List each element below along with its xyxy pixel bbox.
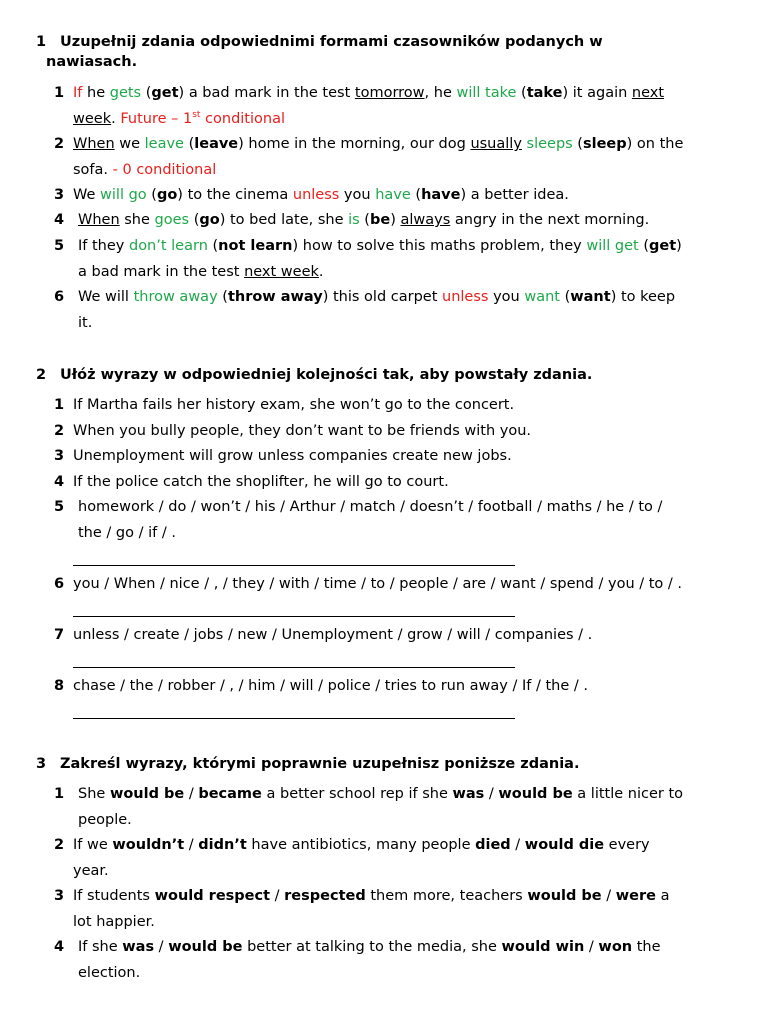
item-text xyxy=(54,208,744,234)
text-segment: respected xyxy=(284,888,366,904)
section-3-title xyxy=(36,754,736,774)
text-segment: election. xyxy=(78,964,141,981)
item-number: 7 xyxy=(54,627,65,643)
text-segment: will go xyxy=(100,187,147,203)
text-segment: leave xyxy=(144,136,184,152)
text-segment: We xyxy=(73,187,101,203)
text-segment: Future – 1 xyxy=(120,110,193,127)
text-segment: . xyxy=(318,263,324,280)
text-segment: angry in the next morning. xyxy=(450,212,650,228)
exercise-item xyxy=(54,444,744,470)
text-segment: usually xyxy=(470,136,522,152)
text-segment: better at talking to the media, she xyxy=(242,939,502,955)
text-segment: ) a bad mark in the test xyxy=(178,85,355,101)
answer-line[interactable] xyxy=(73,667,515,668)
text-segment: When xyxy=(78,212,120,228)
exercise-item xyxy=(54,623,744,649)
text-segment: throw away xyxy=(133,289,218,305)
text-segment: will take xyxy=(456,85,517,101)
item-number: 4 xyxy=(54,939,65,955)
text-segment: - 0 conditional xyxy=(112,161,217,178)
text-segment: lot happier. xyxy=(73,913,155,930)
item-text xyxy=(54,183,744,209)
exercise-item xyxy=(54,572,744,598)
item-number: 3 xyxy=(54,187,65,203)
text-segment: was xyxy=(122,939,155,955)
text-segment: want xyxy=(524,289,560,305)
item-number: 1 xyxy=(54,85,65,101)
text-segment: ) xyxy=(676,238,682,254)
text-segment: ) xyxy=(390,212,401,228)
text-segment: throw away xyxy=(227,289,323,305)
item-number: 2 xyxy=(54,423,65,439)
section-number: 1 xyxy=(36,34,47,50)
text-segment: When xyxy=(73,136,115,152)
text-segment: would be xyxy=(168,939,243,955)
text-segment: would be xyxy=(527,888,602,904)
text-segment: ) to bed late, she xyxy=(219,212,349,228)
text-segment: would win xyxy=(501,939,585,955)
text-segment: goes xyxy=(154,212,190,228)
text-segment: go xyxy=(199,212,220,228)
exercise-item xyxy=(54,419,744,445)
text-segment: want xyxy=(570,289,611,305)
text-segment: / xyxy=(510,837,525,853)
item-text xyxy=(54,884,744,935)
item-text xyxy=(54,393,744,419)
text-segment: next xyxy=(631,85,665,101)
item-text xyxy=(54,470,744,496)
item-text xyxy=(54,81,744,132)
section-title-line-1: Ułóż wyrazy w odpowiedniej kolejności tak, aby powstały zdania. xyxy=(60,367,593,383)
item-number: 1 xyxy=(54,397,65,413)
item-number: 4 xyxy=(54,474,65,490)
text-segment: week xyxy=(73,110,112,127)
text-segment: would be xyxy=(109,786,185,802)
text-segment: would be xyxy=(498,786,573,802)
text-segment: / xyxy=(270,888,285,904)
text-segment: have xyxy=(375,187,411,203)
item-text xyxy=(54,674,744,700)
text-segment: died xyxy=(475,837,511,853)
text-segment: we xyxy=(114,136,145,152)
exercise-item xyxy=(54,833,744,884)
text-segment: ( xyxy=(359,212,370,228)
text-segment: ) to keep xyxy=(610,289,676,305)
text-segment: If we xyxy=(73,837,113,853)
text-segment: go xyxy=(156,187,178,203)
text-segment: a better school rep if she xyxy=(261,786,453,802)
exercise-item xyxy=(54,132,744,183)
text-segment: year. xyxy=(73,862,109,879)
item-text xyxy=(54,623,744,649)
exercise-item xyxy=(54,81,744,132)
text-segment: conditional xyxy=(200,110,285,127)
exercise-item xyxy=(54,495,744,546)
text-segment: unless / create / jobs / new / Unemployment / grow / will / companies / . xyxy=(73,627,593,643)
text-segment: unless xyxy=(442,289,489,305)
text-segment: ( xyxy=(141,85,152,101)
text-segment: ( xyxy=(217,289,228,305)
text-segment: is xyxy=(348,212,360,228)
item-text xyxy=(54,234,744,285)
item-text xyxy=(54,495,744,546)
text-segment: a bad mark in the test xyxy=(78,263,245,280)
text-segment: wouldn’t xyxy=(112,837,185,853)
text-segment: ) this old carpet xyxy=(322,289,443,305)
text-segment: ) how to solve this maths problem, they xyxy=(292,238,587,254)
item-number: 3 xyxy=(54,448,65,464)
item-number: 4 xyxy=(54,212,65,228)
exercise-item xyxy=(54,183,744,209)
text-segment: would respect xyxy=(154,888,271,904)
text-segment: not learn xyxy=(218,238,293,254)
item-text xyxy=(54,782,744,833)
section-title-line-1: Zakreśl wyrazy, którymi poprawnie uzupełnisz poniższe zdania. xyxy=(60,756,580,772)
text-segment: didn’t xyxy=(198,837,247,853)
text-segment: / xyxy=(484,786,499,802)
text-segment: you xyxy=(488,289,525,305)
text-segment: a xyxy=(655,888,670,904)
text-segment: If Martha fails her history exam, she won’t go to the concert. xyxy=(73,397,515,413)
text-segment: ) to the cinema xyxy=(177,187,293,203)
exercise-item xyxy=(54,234,744,285)
answer-line[interactable] xyxy=(73,616,515,617)
item-number: 3 xyxy=(54,888,65,904)
text-segment: don’t learn xyxy=(128,238,208,254)
exercise-item xyxy=(54,782,744,833)
item-number: 5 xyxy=(54,238,65,254)
text-segment: tomorrow xyxy=(354,85,425,101)
text-segment: Unemployment will grow unless companies create new jobs. xyxy=(73,448,512,464)
text-segment: ( xyxy=(207,238,219,254)
item-text xyxy=(54,285,744,336)
text-segment: always xyxy=(400,212,451,228)
text-segment: have antibiotics, many people xyxy=(246,837,476,853)
text-segment: will get xyxy=(586,238,639,254)
section-2-title xyxy=(36,365,736,385)
text-segment: next week xyxy=(244,263,319,280)
text-segment: If they xyxy=(78,238,129,254)
text-segment: them more, teachers xyxy=(365,888,528,904)
text-segment: . xyxy=(111,110,121,127)
section-1-title xyxy=(36,32,736,72)
item-number: 1 xyxy=(54,786,65,802)
answer-line[interactable] xyxy=(73,718,515,719)
text-segment: was xyxy=(452,786,485,802)
text-segment: get xyxy=(151,85,179,101)
text-segment: sofa. xyxy=(73,161,113,178)
answer-line[interactable] xyxy=(73,565,515,566)
section-number: 3 xyxy=(36,756,47,772)
text-segment: sleep xyxy=(582,136,627,152)
text-segment: We will xyxy=(78,289,134,305)
text-segment: chase / the / robber / , / him / will / police / tries to run away / If / the / . xyxy=(73,678,588,694)
text-segment: ( xyxy=(183,136,195,152)
text-segment: ) on the xyxy=(626,136,684,152)
exercise-item xyxy=(54,674,744,700)
text-segment: ( xyxy=(146,187,157,203)
text-segment: / xyxy=(184,786,199,802)
exercise-item xyxy=(54,285,744,336)
text-segment: you xyxy=(339,187,376,203)
item-number: 5 xyxy=(54,499,65,515)
text-segment: / xyxy=(601,888,616,904)
text-segment: If the police catch the shoplifter, he will go to court. xyxy=(73,474,449,490)
text-segment: / xyxy=(184,837,199,853)
text-segment: a little nicer to xyxy=(572,786,684,802)
text-segment: / xyxy=(584,939,599,955)
text-segment: ) it again xyxy=(562,85,632,101)
section-title-line-1: Uzupełnij zdania odpowiednimi formami czasowników podanych w xyxy=(60,34,603,50)
item-text xyxy=(54,444,744,470)
section-number: 2 xyxy=(36,367,47,383)
text-segment: She xyxy=(78,786,110,802)
item-number: 6 xyxy=(54,289,65,305)
text-segment: ( xyxy=(638,238,650,254)
text-segment: homework / do / won’t / his / Arthur / match / doesn’t / football / maths / he / to / xyxy=(78,499,663,515)
text-segment: would die xyxy=(524,837,605,853)
text-segment: every xyxy=(604,837,650,853)
text-segment: the / go / if / . xyxy=(78,524,176,541)
text-segment: gets xyxy=(109,85,142,101)
text-segment: unless xyxy=(292,187,340,203)
text-segment: ( xyxy=(410,187,422,203)
text-segment: ( xyxy=(559,289,571,305)
exercise-item xyxy=(54,470,744,496)
exercise-item xyxy=(54,884,744,935)
text-segment: it. xyxy=(78,314,93,331)
text-segment: people. xyxy=(78,811,132,828)
item-text xyxy=(54,419,744,445)
item-number: 8 xyxy=(54,678,65,694)
text-segment: ( xyxy=(572,136,583,152)
text-segment: If she xyxy=(78,939,123,955)
text-segment: ( xyxy=(189,212,200,228)
text-segment: take xyxy=(526,85,563,101)
text-segment: ( xyxy=(516,85,527,101)
text-segment: be xyxy=(369,212,391,228)
exercise-item xyxy=(54,935,744,986)
text-segment: ) a better idea. xyxy=(460,187,569,203)
text-segment: / xyxy=(154,939,169,955)
text-segment: the xyxy=(632,939,661,955)
item-text xyxy=(54,833,744,884)
text-segment: get xyxy=(649,238,677,254)
text-segment: , he xyxy=(424,85,457,101)
text-segment: If students xyxy=(73,888,155,904)
item-number: 2 xyxy=(54,837,65,853)
text-segment: sleeps xyxy=(526,136,573,152)
text-segment: When you bully people, they don’t want to be friends with you. xyxy=(73,423,531,439)
exercise-item xyxy=(54,393,744,419)
text-segment: she xyxy=(119,212,155,228)
text-segment: became xyxy=(198,786,262,802)
text-segment: st xyxy=(192,109,201,120)
item-text xyxy=(54,935,744,986)
text-segment: he xyxy=(82,85,110,101)
text-segment: leave xyxy=(194,136,239,152)
text-segment: If xyxy=(73,85,83,101)
section-title-line-2: nawiasach. xyxy=(46,54,138,70)
text-segment: you / When / nice / , / they / with / time / to / people / are / want / spend / you / to / . xyxy=(73,576,683,592)
exercise-item xyxy=(54,208,744,234)
item-number: 6 xyxy=(54,576,65,592)
item-number: 2 xyxy=(54,136,65,152)
text-segment: ) home in the morning, our dog xyxy=(238,136,471,152)
text-segment: have xyxy=(421,187,461,203)
item-text xyxy=(54,572,744,598)
text-segment: were xyxy=(615,888,656,904)
text-segment: won xyxy=(598,939,633,955)
item-text xyxy=(54,132,744,183)
